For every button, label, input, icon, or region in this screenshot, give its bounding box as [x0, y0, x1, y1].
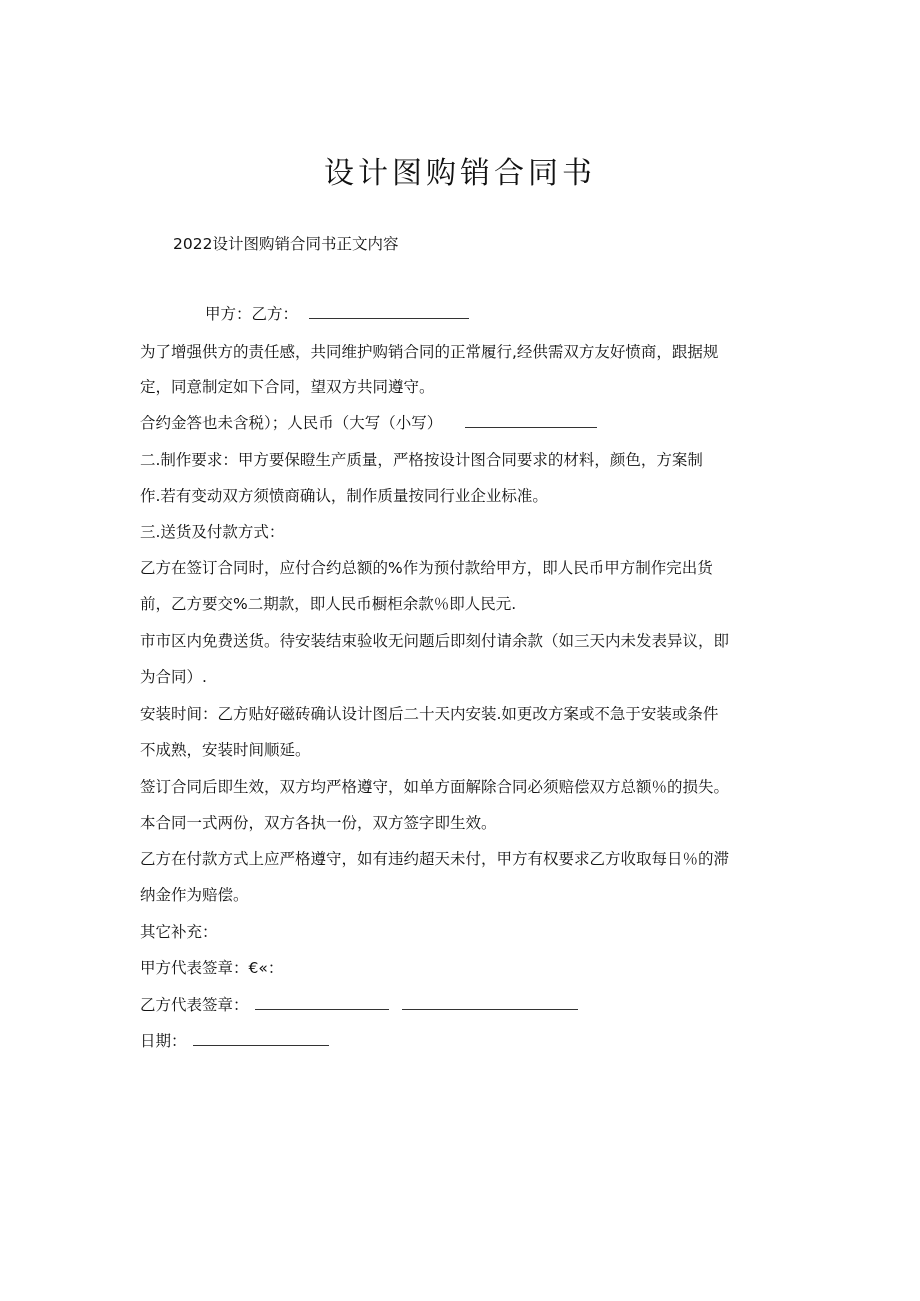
paragraph-line: 签订合同后即生效，双方均严格遵守，如单方面解除合同必须赔偿双方总额％的损失。 — [140, 778, 730, 796]
amount-line — [140, 413, 597, 433]
amount-blank-field — [465, 413, 597, 428]
party-b-signature-blank — [255, 995, 389, 1010]
document-subtitle: 2022设计图购销合同书正文内容 — [173, 235, 399, 253]
party-a-signature-label: 甲方代表签章：€«： — [140, 959, 284, 977]
section-heading: 三.送货及付款方式： — [140, 523, 285, 541]
date-line — [140, 1031, 329, 1051]
party-b-signature-blank-2 — [402, 995, 578, 1010]
parties-line — [205, 304, 469, 324]
paragraph-line: 不成熟，安装时间顺延。 — [140, 741, 311, 759]
paragraph-line: 作.若有变动双方须愤商确认，制作质量按同行业企业标准。 — [140, 487, 548, 505]
amount-label: 合约金答也未含税）；人民币（大写（小写） — [140, 414, 443, 432]
paragraph-line: 本合同一式两份，双方各执一份，双方签字即生效。 — [140, 814, 497, 832]
date-blank-field — [193, 1031, 329, 1046]
parties-label: 甲方：乙方： — [205, 305, 299, 323]
party-b-signature-label: 乙方代表签章： — [140, 996, 249, 1014]
paragraph-line: 为了增强供方的责任感，共同维护购销合同的正常履行,经供需双方友好愤商，跟据规 — [140, 343, 719, 361]
paragraph-line: 定，同意制定如下合同，望双方共同遵守。 — [140, 378, 435, 396]
paragraph-line: 乙方在签订合同时，应付合约总额的%作为预付款给甲方，即人民币甲方制作完出货 — [140, 559, 713, 577]
party-blank-field — [309, 304, 469, 319]
paragraph-line: 二.制作要求：甲方要保瞪生产质量，严格按设计图合同要求的材料，颜色，方案制 — [140, 451, 703, 469]
paragraph-line: 乙方在付款方式上应严格遵守，如有违约超天未付，甲方有权要求乙方收取每日％的滞 — [140, 850, 730, 868]
paragraph-line: 纳金作为赔偿。 — [140, 886, 249, 904]
supplement-label: 其它补充： — [140, 923, 218, 941]
paragraph-line: 为合同）. — [140, 668, 207, 686]
paragraph-line: 前，乙方要交%二期款，即人民币橱柜余款％即人民元. — [140, 595, 517, 613]
date-label: 日期： — [140, 1032, 187, 1050]
document-title: 设计图购销合同书 — [324, 156, 596, 191]
paragraph-line: 市市区内免费送货。待安装结束验收无问题后即刻付请余款（如三天内未发表异议，即 — [140, 632, 730, 650]
party-b-signature-line — [140, 995, 578, 1015]
paragraph-line: 安装时间：乙方贴好磁砖确认设计图后二十天内安装.如更改方案或不急于安装或条件 — [140, 705, 719, 723]
